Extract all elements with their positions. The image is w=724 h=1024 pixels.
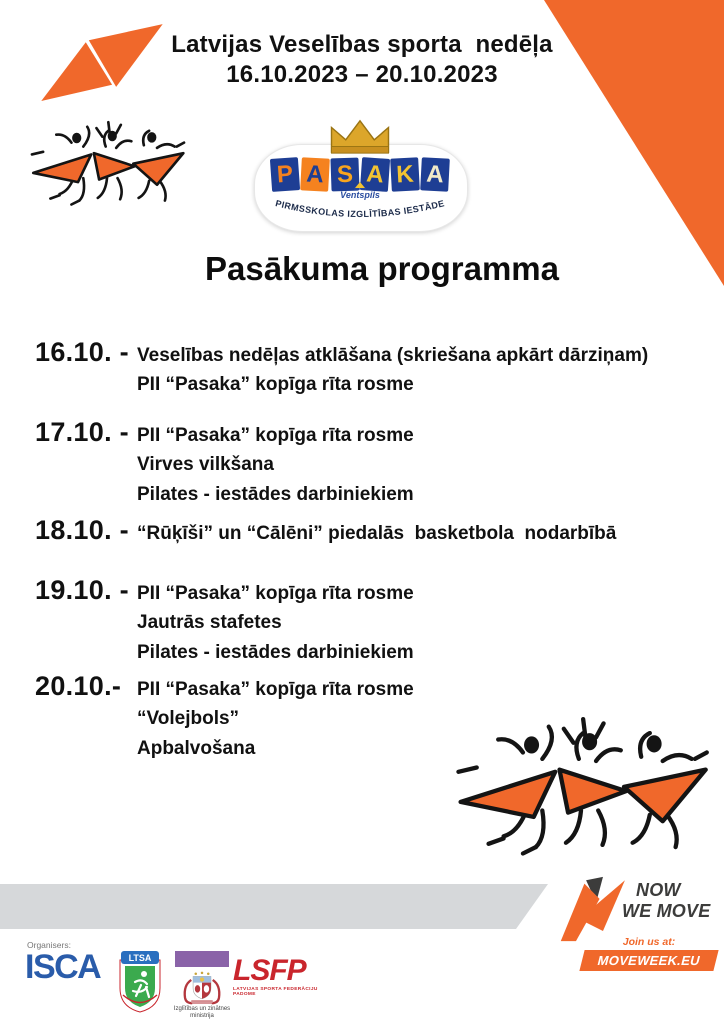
- svg-text:PIRMSSKOLAS IZGLĪTĪBAS IESTĀDE: PIRMSSKOLAS IZGLĪTĪBAS IESTĀDE: [274, 198, 446, 220]
- svg-text:LTSA: LTSA: [128, 953, 152, 963]
- pasaka-letter: S: [330, 158, 359, 192]
- crown-icon: [324, 118, 396, 156]
- schedule-date: 19.10. -: [35, 575, 129, 605]
- ministry-purple-banner: [175, 951, 229, 967]
- schedule-line: Pilates - iestādes darbiniekiem: [137, 484, 414, 505]
- schedule-line: PII “Pasaka” kopīga rīta rosme: [137, 679, 414, 700]
- schedule-line: “Volejbols”: [137, 708, 240, 729]
- ventspils-script: Ventspils: [340, 190, 380, 200]
- schedule-line: PII “Pasaka” kopīga rīta rosme: [137, 583, 414, 604]
- program-heading: Pasākuma programma: [205, 250, 559, 287]
- ministry-logo: [170, 951, 234, 1020]
- schedule-entry-17-10: [35, 417, 705, 508]
- join-us-label: Join us at:: [622, 936, 676, 948]
- schedule-line: “Rūķīši” un “Cālēni” piedalās basketbola nodarbībā: [137, 523, 617, 544]
- schedule-line: Pilates - iestādes darbiniekiem: [137, 642, 414, 663]
- schedule-date: 20.10.-: [35, 671, 122, 701]
- pasaka-letter: K: [390, 157, 420, 191]
- pasaka-letter: A: [360, 157, 390, 192]
- organisers-label: Organisers:: [27, 940, 71, 950]
- moveweek-banner: [579, 950, 718, 971]
- lsfp-wordmark: LSFP: [233, 954, 306, 987]
- schedule-line: PII “Pasaka” kopīga rīta rosme: [137, 374, 414, 395]
- schedule-line: Apbalvošana: [137, 738, 256, 759]
- schedule-line: Jautrās stafetes: [137, 612, 282, 633]
- schedule-line: Virves vilkšana: [137, 454, 274, 475]
- pasaka-letter: A: [300, 157, 330, 191]
- nwm-wordmark: [622, 880, 710, 922]
- event-dates: 16.10.2023 – 20.10.2023: [226, 61, 498, 88]
- schedule-date: 17.10. -: [35, 417, 129, 447]
- moveweek-url: MOVEWEEK.EU: [595, 953, 702, 968]
- ltsa-logo: [117, 948, 163, 1016]
- nowwemove-logo: [548, 870, 724, 982]
- nwm-line2: WE MOVE: [622, 901, 711, 921]
- isca-logo: ISCA: [25, 948, 101, 986]
- sailboat-icon: [353, 182, 367, 190]
- ministry-name: Izglītības un zinātnes ministrija: [173, 1006, 231, 1019]
- latvia-coat-of-arms-icon: [177, 970, 227, 1006]
- dancing-figures-illustration: [452, 703, 710, 875]
- pasaka-logo: [250, 118, 470, 234]
- nwm-arrow-icon: [554, 872, 630, 946]
- nwm-line1: NOW: [636, 880, 681, 900]
- dancing-figures-illustration: [28, 112, 186, 218]
- schedule-entry-16-10: [35, 337, 705, 398]
- lsfp-logo: [233, 956, 329, 997]
- schedule-line: Veselības nedēļas atklāšana (skriešana apkārt dārziņam): [137, 345, 649, 366]
- lsfp-subtitle: LATVIJAS SPORTA FEDERĀCIJU PADOME: [233, 987, 318, 997]
- event-title: Latvijas Veselības sporta nedēļa: [171, 31, 553, 58]
- schedule-line: PII “Pasaka” kopīga rīta rosme: [137, 425, 414, 446]
- gray-band-decoration: [0, 884, 548, 929]
- pasaka-letter: P: [270, 157, 300, 192]
- schedule-entry-18-10: [35, 515, 705, 546]
- pasaka-subtitle: [260, 196, 460, 232]
- schedule-entry-19-10: [35, 575, 705, 666]
- pasaka-letter: A: [420, 157, 450, 191]
- schedule-date: 18.10. -: [35, 515, 129, 545]
- page-title: [0, 30, 724, 90]
- schedule-date: 16.10. -: [35, 337, 129, 367]
